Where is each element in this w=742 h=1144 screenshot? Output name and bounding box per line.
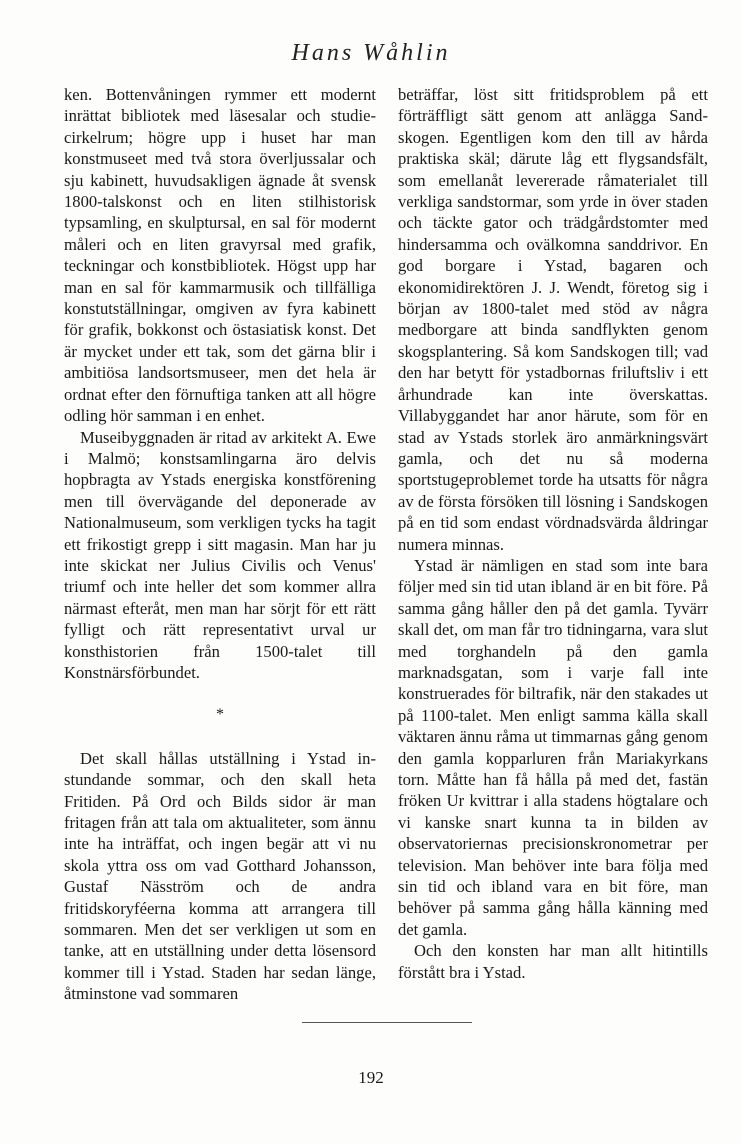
page-number: 192	[358, 1068, 384, 1087]
right-column	[398, 84, 708, 983]
left-column	[64, 84, 376, 1005]
running-head: Hans Wåhlin	[291, 40, 451, 66]
paragraph: Ystad är nämligen en stad som inte bara följer med sin tid utan ibland är en bit före. På samma gång håller den på det gamla. Tyvärr skall det, om man får tro tidningarna, vara slut med torghandeln på den gamla marknadsgatan, som i varje fall inte konstruerades för biltrafik, när den stakades ut på 1100-talet. Men enligt samma källa skall väktaren ännu råma ut timmarnas gång genom den gamla kopparluren från Mariakyrkans torn. Måtte han få hålla på med det, fastän fröken Ur kvittrar i alla stadens högtalare och vi kanske snart kunna ta in bilden av observatoriernas precisionskronometrar per television. Man behöver inte bara följa med sin tid och ibland vara en bit före, man behöver på samma gång hålla känning med det gamla.	[398, 555, 708, 939]
paragraph: Det skall hållas utställning i Ystad instundande sommar, och den skall heta Fritiden. På Ord och Bilds sidor är man fritagen från att tala om aktualiteter, som ännu inte ha inträffat, och ingen begär att vi nu skola yttra oss om vad Gotthard Johansson, Gustaf Näsström och de andra fritidskoryféerna komma att arrangera till sommaren. Men det ser verkligen ut som en tanke, att en utställning under detta lösensord kommer till i Ystad. Staden har sedan länge, åtminstone vad sommaren	[64, 748, 376, 1004]
paragraph: Museibyggnaden är ritad av arkitekt A. Ewe i Malmö; konstsamlingarna äro delvis hopbragta av Ystads energiska konstförening men till övervägande del deponerade av Nationalmuseum, som verkligen tycks ha tagit ett frikostigt grepp i sitt magasin. Man har ju inte skickat ner Julius Civilis och Venus' triumf och inte heller det som kommer allra närmast efteråt, men man har sörjt för ett rätt fylligt och rätt representativt urval ur konsthistorien från 1500-talet till Konstnärsförbundet.	[64, 427, 376, 682]
paragraph: Och den konsten har man allt hitintills förstått bra i Ystad.	[398, 941, 708, 982]
section-break-asterisk: *	[216, 706, 224, 724]
paragraph: ken. Bottenvåningen rymmer ett modernt inrättat bibliotek med läsesalar och studiecirkelrum; högre upp i huset har man konstmuseet med två stora överljussalar och sju kabinett, huvudsakligen ägnade åt svensk 1800-talskonst och en liten stilhistorisk typsamling, en skulptursal, en sal för modernt måleri och en liten gravyrsal med grafik, teckningar och konstbibliotek. Högst upp har man en sal för kammarmusik och tillfälliga konstutställningar, omgiven av fyra kabinett för grafik, bokkonst och östasiatisk konst. Det är mycket under ett tak, som det gärna blir i ambitiösa landsortsmuseer, men det hela är ordnat efter den förnuftiga tanken att all högre odling hör samman i en enhet.	[64, 85, 376, 426]
footer-rule	[302, 1022, 472, 1023]
paragraph: beträffar, löst sitt fritidsproblem på ett förträffligt sätt genom att anlägga Sandskogen. Egentligen kom den till av hårda praktiska skäl; därute låg ett flygsandsfält, som emellanåt levererade råmaterialet till verkliga sandstormar, som yrde in över staden och täckte gator och trädgårdstomter med hindersamma och ovälkomna sanddrivor. En god borgare i Ystad, bagaren och ekonomidirektören J. J. Wendt, företog sig i början av 1800-talet med stöd av några medborgare att binda sandflykten genom skogsplantering. Så kom Sandskogen till; vad den har betytt för ystadbornas friluftsliv i ett århundrade kan inte överskattas. Villabyggandet har anor härute, som för en stad av Ystads storlek äro anmärkningsvärt gamla, och det nu så moderna sportstugeproblemet torde ha utsatts för några av de första försöken till lösning i Sandskogen på en tid som endast vördnadsvärda åldringar numera minnas.	[398, 85, 708, 554]
